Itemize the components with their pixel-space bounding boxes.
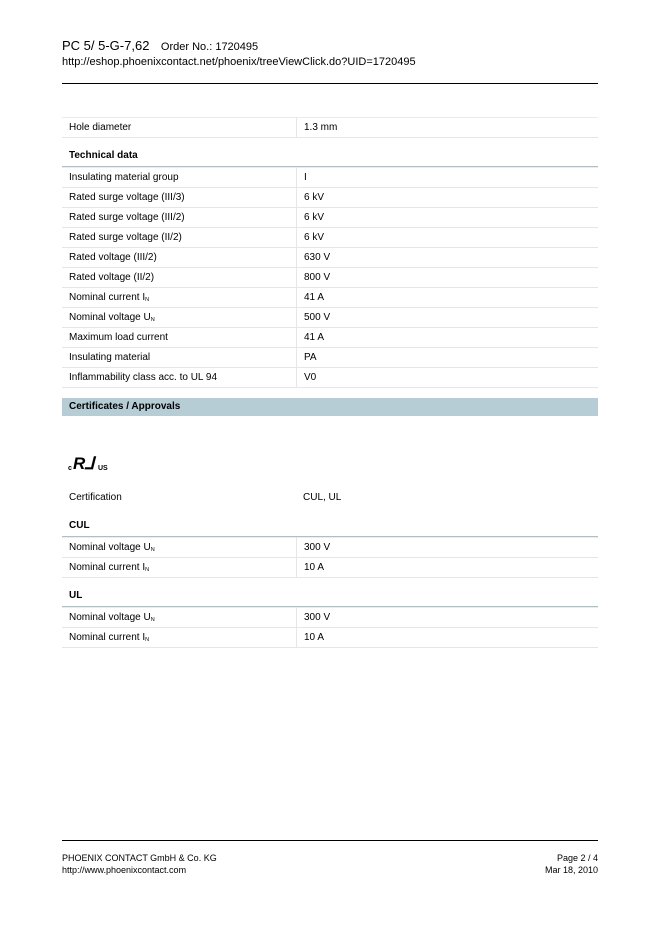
row-value: 6 kV: [297, 188, 599, 208]
table-row: [62, 268, 598, 288]
ul-title: UL: [62, 578, 598, 607]
svg-text:ᒧ: ᒧ: [84, 454, 95, 473]
logo-us: US: [98, 465, 108, 472]
certification-row: [62, 488, 598, 508]
row-label: Rated surge voltage (III/3): [62, 188, 297, 208]
product-url[interactable]: http://eshop.phoenixcontact.net/phoenix/treeViewClick.do?UID=1720495: [62, 56, 416, 68]
row-label: Nominal voltage $U_N$: [62, 538, 297, 558]
header-divider: [62, 83, 598, 84]
technical-data-table: [62, 167, 598, 388]
row-value: PA: [297, 348, 599, 368]
print-date: Mar 18, 2010: [544, 864, 598, 875]
datasheet-content: [62, 117, 598, 648]
logo-r: R: [73, 454, 86, 473]
row-label: Nominal current $I_N$: [62, 288, 297, 308]
row-value: 500 V: [297, 308, 599, 328]
table-row: [62, 328, 598, 348]
order-number: Order No.: 1720495: [160, 41, 259, 53]
row-value: 10 A: [297, 628, 599, 648]
row-label: Inflammability class acc. to UL 94: [62, 368, 297, 388]
company-website[interactable]: http://www.phoenixcontact.com: [62, 864, 187, 875]
row-label: Nominal voltage $U_N$: [62, 308, 297, 328]
table-row: [62, 168, 598, 188]
table-row: [62, 248, 598, 268]
row-value: 800 V: [297, 268, 599, 288]
cul-table: [62, 537, 598, 578]
table-row: [62, 538, 598, 558]
page-number: Page 2 / 4: [556, 853, 598, 863]
row-value: V0: [297, 368, 599, 388]
table-row: [62, 368, 598, 388]
hole-table: [62, 117, 598, 138]
row-label: Insulating material group: [62, 168, 297, 188]
row-value: 6 kV: [297, 208, 599, 228]
table-row: [62, 348, 598, 368]
table-row: [62, 118, 598, 138]
cul-us-mark-icon: [68, 453, 116, 473]
row-label: Insulating material: [62, 348, 297, 368]
row-value: I: [297, 168, 599, 188]
table-row: [62, 608, 598, 628]
ul-logo: [62, 416, 598, 488]
table-row: [62, 288, 598, 308]
row-value: 300 V: [297, 608, 599, 628]
row-label: Maximum load current: [62, 328, 297, 348]
footer-divider: [62, 840, 598, 841]
certificates-band: Certificates / Approvals: [62, 398, 598, 416]
row-value: 630 V: [297, 248, 599, 268]
table-row: [62, 558, 598, 578]
row-value: 41 A: [297, 328, 599, 348]
ul-table: [62, 607, 598, 648]
row-label: Rated voltage (III/2): [62, 248, 297, 268]
page-header: [62, 38, 598, 69]
table-row: [62, 628, 598, 648]
row-value: 10 A: [297, 558, 599, 578]
table-row: [62, 228, 598, 248]
certification-value: CUL, UL: [303, 492, 342, 503]
row-value: 300 V: [297, 538, 599, 558]
row-label: Nominal current $I_N$: [62, 628, 297, 648]
row-value: 1.3 mm: [297, 118, 599, 138]
technical-data-title: Technical data: [62, 138, 598, 167]
row-label: Nominal voltage $U_N$: [62, 608, 297, 628]
table-row: [62, 208, 598, 228]
row-label: Rated surge voltage (II/2): [62, 228, 297, 248]
company-name: PHOENIX CONTACT GmbH & Co. KG: [62, 853, 217, 863]
logo-c: c: [68, 465, 72, 472]
product-title: PC 5/ 5-G-7,62: [62, 38, 150, 53]
row-value: 6 kV: [297, 228, 599, 248]
table-row: [62, 308, 598, 328]
certification-label: Certification: [69, 492, 122, 503]
cul-title: CUL: [62, 508, 598, 537]
row-label: Hole diameter: [62, 118, 297, 138]
row-label: Rated surge voltage (III/2): [62, 208, 297, 228]
row-value: 41 A: [297, 288, 599, 308]
row-label: Nominal current $I_N$: [62, 558, 297, 578]
row-label: Rated voltage (II/2): [62, 268, 297, 288]
table-row: [62, 188, 598, 208]
